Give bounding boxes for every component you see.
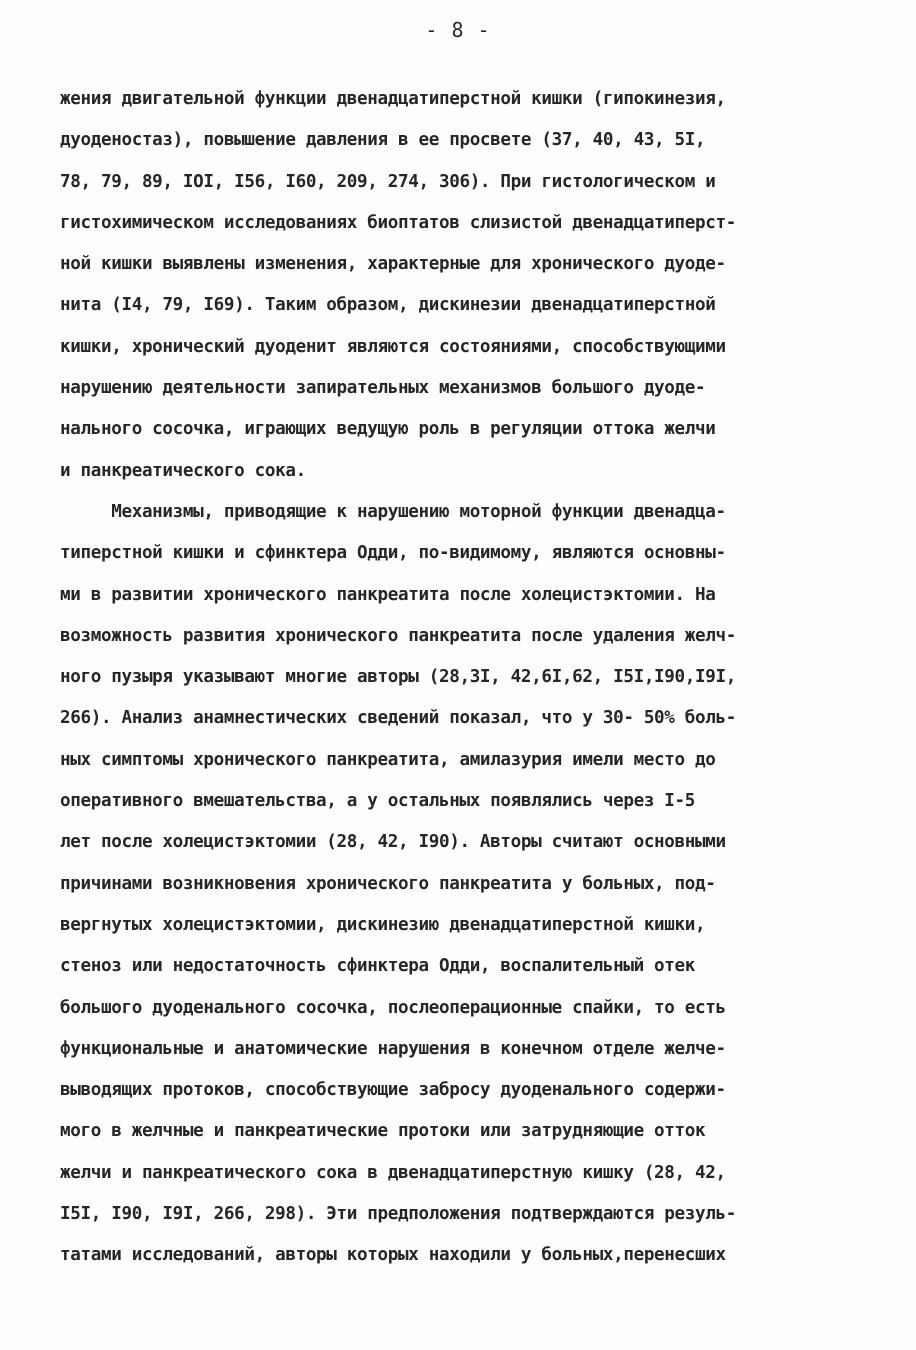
text-line: 78, 79, 89, IOI, I56, I60, 209, 274, 306). При гистологическом и <box>60 171 716 192</box>
text-line: лет после холецистэктомии (28, 42, I90). Авторы считают основными <box>60 832 726 853</box>
page-number: - 8 - <box>425 18 491 42</box>
text-line: 266). Анализ анамнестических сведений показал, что у 30- 50% боль- <box>60 708 736 729</box>
text-line: вергнутых холецистэктомии, дискинезию двенадцатиперстной кишки, <box>60 914 706 935</box>
text-line: оперативного вмешательства, а у остальных появлялись через I-5 <box>60 791 696 812</box>
text-line: жения двигательной функции двенадцатиперстной кишки (гипокинезия, <box>60 89 726 109</box>
text-line: нарушению деятельности запирательных механизмов большого дуоде- <box>60 378 706 399</box>
text-line: нита (I4, 79, I69). Таким образом, дискинезии двенадцатиперстной <box>60 295 716 316</box>
text-line: ной кишки выявлены изменения, характерные для хронического дуоде- <box>60 254 726 275</box>
text-line: желчи и панкреатического сока в двенадцатиперстную кишку (28, 42, <box>60 1162 726 1183</box>
text-line: мого в желчные и панкреатические протоки или затрудняющие отток <box>60 1121 706 1142</box>
text-line: типерстной кишки и сфинктера Одди, по-видимому, являются основны- <box>60 543 726 564</box>
text-line: и панкреатического сока. <box>60 460 306 481</box>
text-line: дуоденостаз), повышение давления в ее просвете (37, 40, 43, 5I, <box>60 130 706 151</box>
text-line: стеноз или недостаточность сфинктера Одди, воспалительный отек <box>60 956 696 977</box>
text-line: I5I, I90, I9I, 266, 298). Эти предположения подтверждаются резуль- <box>60 1204 736 1225</box>
text-line: кишки, хронический дуоденит являются состояниями, способствующими <box>60 336 726 357</box>
text-line: большого дуоденального сосочка, послеоперационные спайки, то есть <box>60 997 726 1018</box>
text-line: функциональные и анатомические нарушения в конечном отделе желче- <box>60 1038 726 1059</box>
text-line: ного пузыря указывают многие авторы (28,3I, 42,6I,62, I5I,I90,I9I, <box>60 667 736 688</box>
text-line: причинами возникновения хронического панкреатита у больных, под- <box>60 873 716 894</box>
text-line: выводящих протоков, способствующие забросу дуоденального содержи- <box>60 1080 726 1101</box>
text-line: возможность развития хронического панкреатита после удаления желч- <box>60 625 736 646</box>
text-line: нального сосочка, играющих ведущую роль в регуляции оттока желчи <box>60 419 716 440</box>
text-line: татами исследований, авторы которых находили у больных,перенесших <box>60 1245 726 1266</box>
text-line: ных симптомы хронического панкреатита, амилазурия имели место до <box>60 749 716 770</box>
text-line: гистохимическом исследованиях биоптатов слизистой двенадцатиперст- <box>60 212 736 233</box>
text-line: Механизмы, приводящие к нарушению моторной функции двенадца- <box>60 501 726 522</box>
body-text <box>60 84 880 1282</box>
text-line: ми в развитии хронического панкреатита после холецистэктомии. На <box>60 584 716 605</box>
